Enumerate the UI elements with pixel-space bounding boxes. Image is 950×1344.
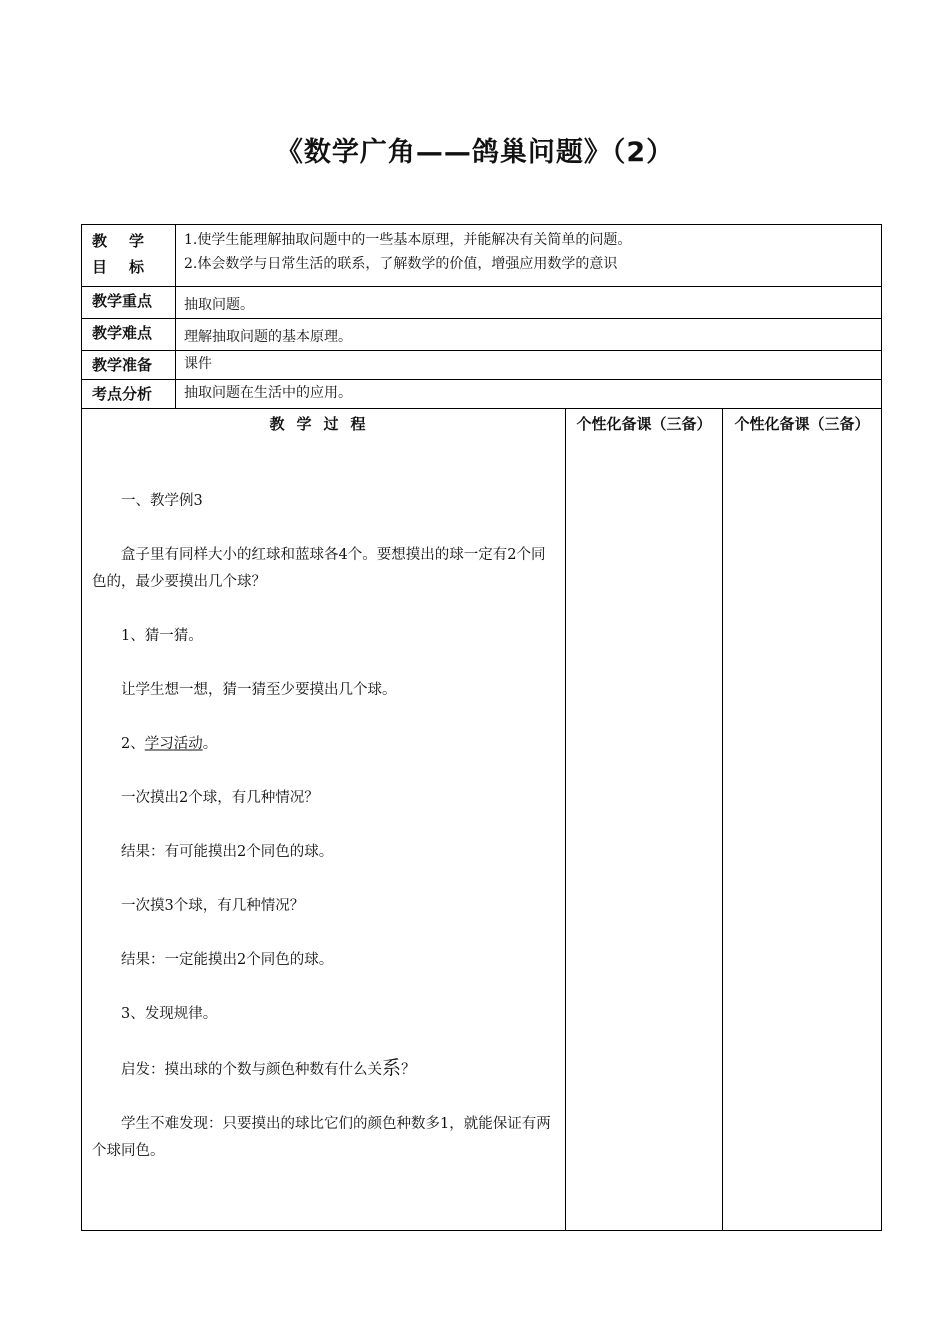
value-teaching-goal [176, 225, 882, 287]
goal-line-1: 1.使学生能理解抽取问题中的一些基本原理，并能解决有关简单的问题。 [184, 232, 632, 248]
value-preparation: 课件 [176, 351, 882, 380]
question-two-balls: 一次摸出2个球，有几种情况？ [121, 790, 319, 806]
problem-text: 盒子里有同样大小的红球和蓝球各4个。要想摸出的球一定有2个同色的，最少要摸出几个球？ [92, 547, 546, 590]
finding-text: 学生不难发现：只要摸出的球比它们的颜色种数多1，就能保证有两个球同色。 [92, 1116, 551, 1159]
result-two-balls: 结果：有可能摸出2个同色的球。 [121, 844, 334, 860]
hint-text: 启发：摸出球的个数与颜色种数有什么关系？ [121, 1057, 416, 1079]
personalized-prep-column-1 [566, 409, 723, 1231]
label-difficulty: 教学难点 [82, 319, 176, 351]
row-key-point [82, 287, 882, 319]
side-header-1: 个性化备课（三备） [576, 415, 712, 433]
row-difficulty [82, 319, 882, 351]
row-preparation [82, 351, 882, 380]
value-exam-analysis: 抽取问题在生活中的应用。 [176, 380, 882, 409]
teaching-process-cell [82, 409, 566, 1231]
value-difficulty: 理解抽取问题的基本原理。 [176, 319, 882, 351]
lesson-plan-table [81, 224, 882, 1231]
goal-line-2: 2.体会数学与日常生活的联系，了解数学的价值，增强应用数学的意识 [184, 256, 618, 272]
label-preparation: 教学准备 [82, 351, 176, 380]
row-teaching-process [82, 409, 882, 1231]
row-exam-analysis [82, 380, 882, 409]
question-three-balls: 一次摸3个球，有几种情况？ [121, 898, 305, 914]
step-guess: 1、猜一猜。 [121, 628, 203, 644]
label-key-point: 教学重点 [82, 287, 176, 319]
process-body [82, 434, 565, 1165]
label-teaching-goal: 教 学 目 标 [82, 225, 176, 287]
value-key-point: 抽取问题。 [176, 287, 882, 319]
step-guess-text: 让学生想一想，猜一猜至少要摸出几个球。 [121, 682, 397, 698]
process-header: 教学过程 [269, 415, 378, 433]
page-title: 《数学广角——鸽巢问题》（2） [275, 137, 675, 168]
row-teaching-goal [82, 225, 882, 287]
personalized-prep-column-2 [723, 409, 882, 1231]
step-activity: 2、学习活动。 [121, 736, 218, 752]
result-three-balls: 结果：一定能摸出2个同色的球。 [121, 952, 334, 968]
activity-link[interactable]: 学习活动 [144, 736, 203, 752]
section-heading: 一、教学例3 [121, 493, 203, 509]
label-exam-analysis: 考点分析 [82, 380, 176, 409]
side-header-2: 个性化备课（三备） [734, 415, 870, 433]
step-pattern: 3、发现规律。 [121, 1006, 218, 1022]
